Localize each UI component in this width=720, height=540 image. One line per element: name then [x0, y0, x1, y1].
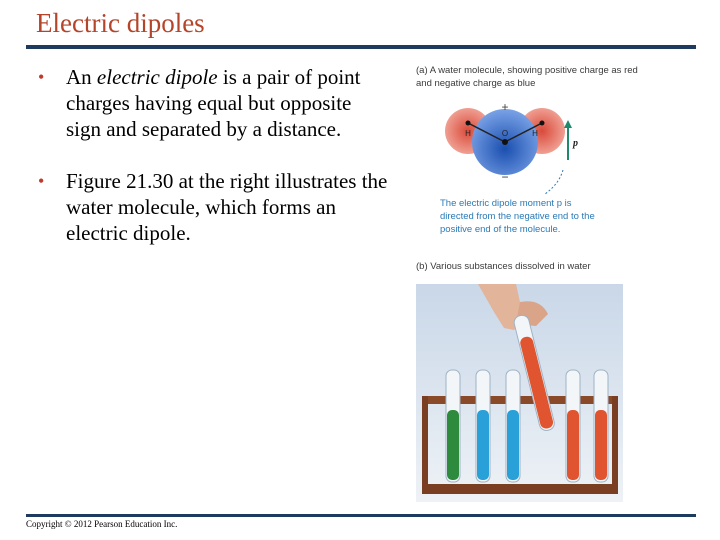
bullet-marker: • — [38, 171, 45, 191]
bullet-emphasis: electric dipole — [96, 65, 218, 89]
hydrogen-nucleus-right — [540, 121, 545, 126]
test-tubes-photo — [416, 284, 623, 502]
test-tube-5 — [594, 370, 608, 482]
test-tube-4 — [566, 370, 580, 482]
test-tube-3 — [506, 370, 520, 482]
bullet-item-dipole-definition — [38, 64, 388, 142]
tube-rack-post-right — [612, 396, 618, 494]
atom-label-h-right: H — [532, 129, 538, 138]
oxygen-nucleus — [502, 139, 508, 145]
tube-rack-base — [422, 484, 618, 494]
atom-label-o: O — [501, 129, 509, 138]
dipole-moment-caption: The electric dipole moment p is directed from the negative end to the positive end of the molecule. — [440, 198, 595, 235]
bullet-item-figure-reference — [38, 168, 388, 246]
tube-rack-post-left — [422, 396, 428, 494]
hydrogen-nucleus-left — [466, 121, 471, 126]
test-tube-2 — [476, 370, 490, 482]
dipole-vector-label: p — [573, 138, 578, 149]
atom-label-h-left: H — [465, 129, 471, 138]
bullet-text: An electric dipole is a pair of point charges having equal but opposite sign and separated by a distance. — [66, 65, 361, 141]
copyright-notice: Copyright © 2012 Pearson Education Inc. — [26, 519, 178, 529]
negative-sign: − — [501, 170, 509, 184]
dipole-arrowhead-icon — [564, 120, 572, 128]
leader-line — [545, 170, 563, 194]
figure-b-caption: (b) Various substances dissolved in water — [416, 261, 591, 272]
bullet-marker: • — [38, 67, 45, 87]
bullet-text: Figure 21.30 at the right illustrates the water molecule, which forms an electric dipole. — [66, 169, 388, 245]
test-tube-1 — [446, 370, 460, 482]
bullet-list — [38, 64, 388, 272]
water-molecule-diagram — [445, 98, 605, 198]
positive-sign: + — [501, 100, 509, 114]
title-divider — [26, 45, 696, 49]
figure-a-caption: (a) A water molecule, showing positive charge as red and negative charge as blue — [416, 65, 638, 89]
slide-title: Electric dipoles — [36, 8, 205, 38]
footer-divider — [26, 514, 696, 517]
